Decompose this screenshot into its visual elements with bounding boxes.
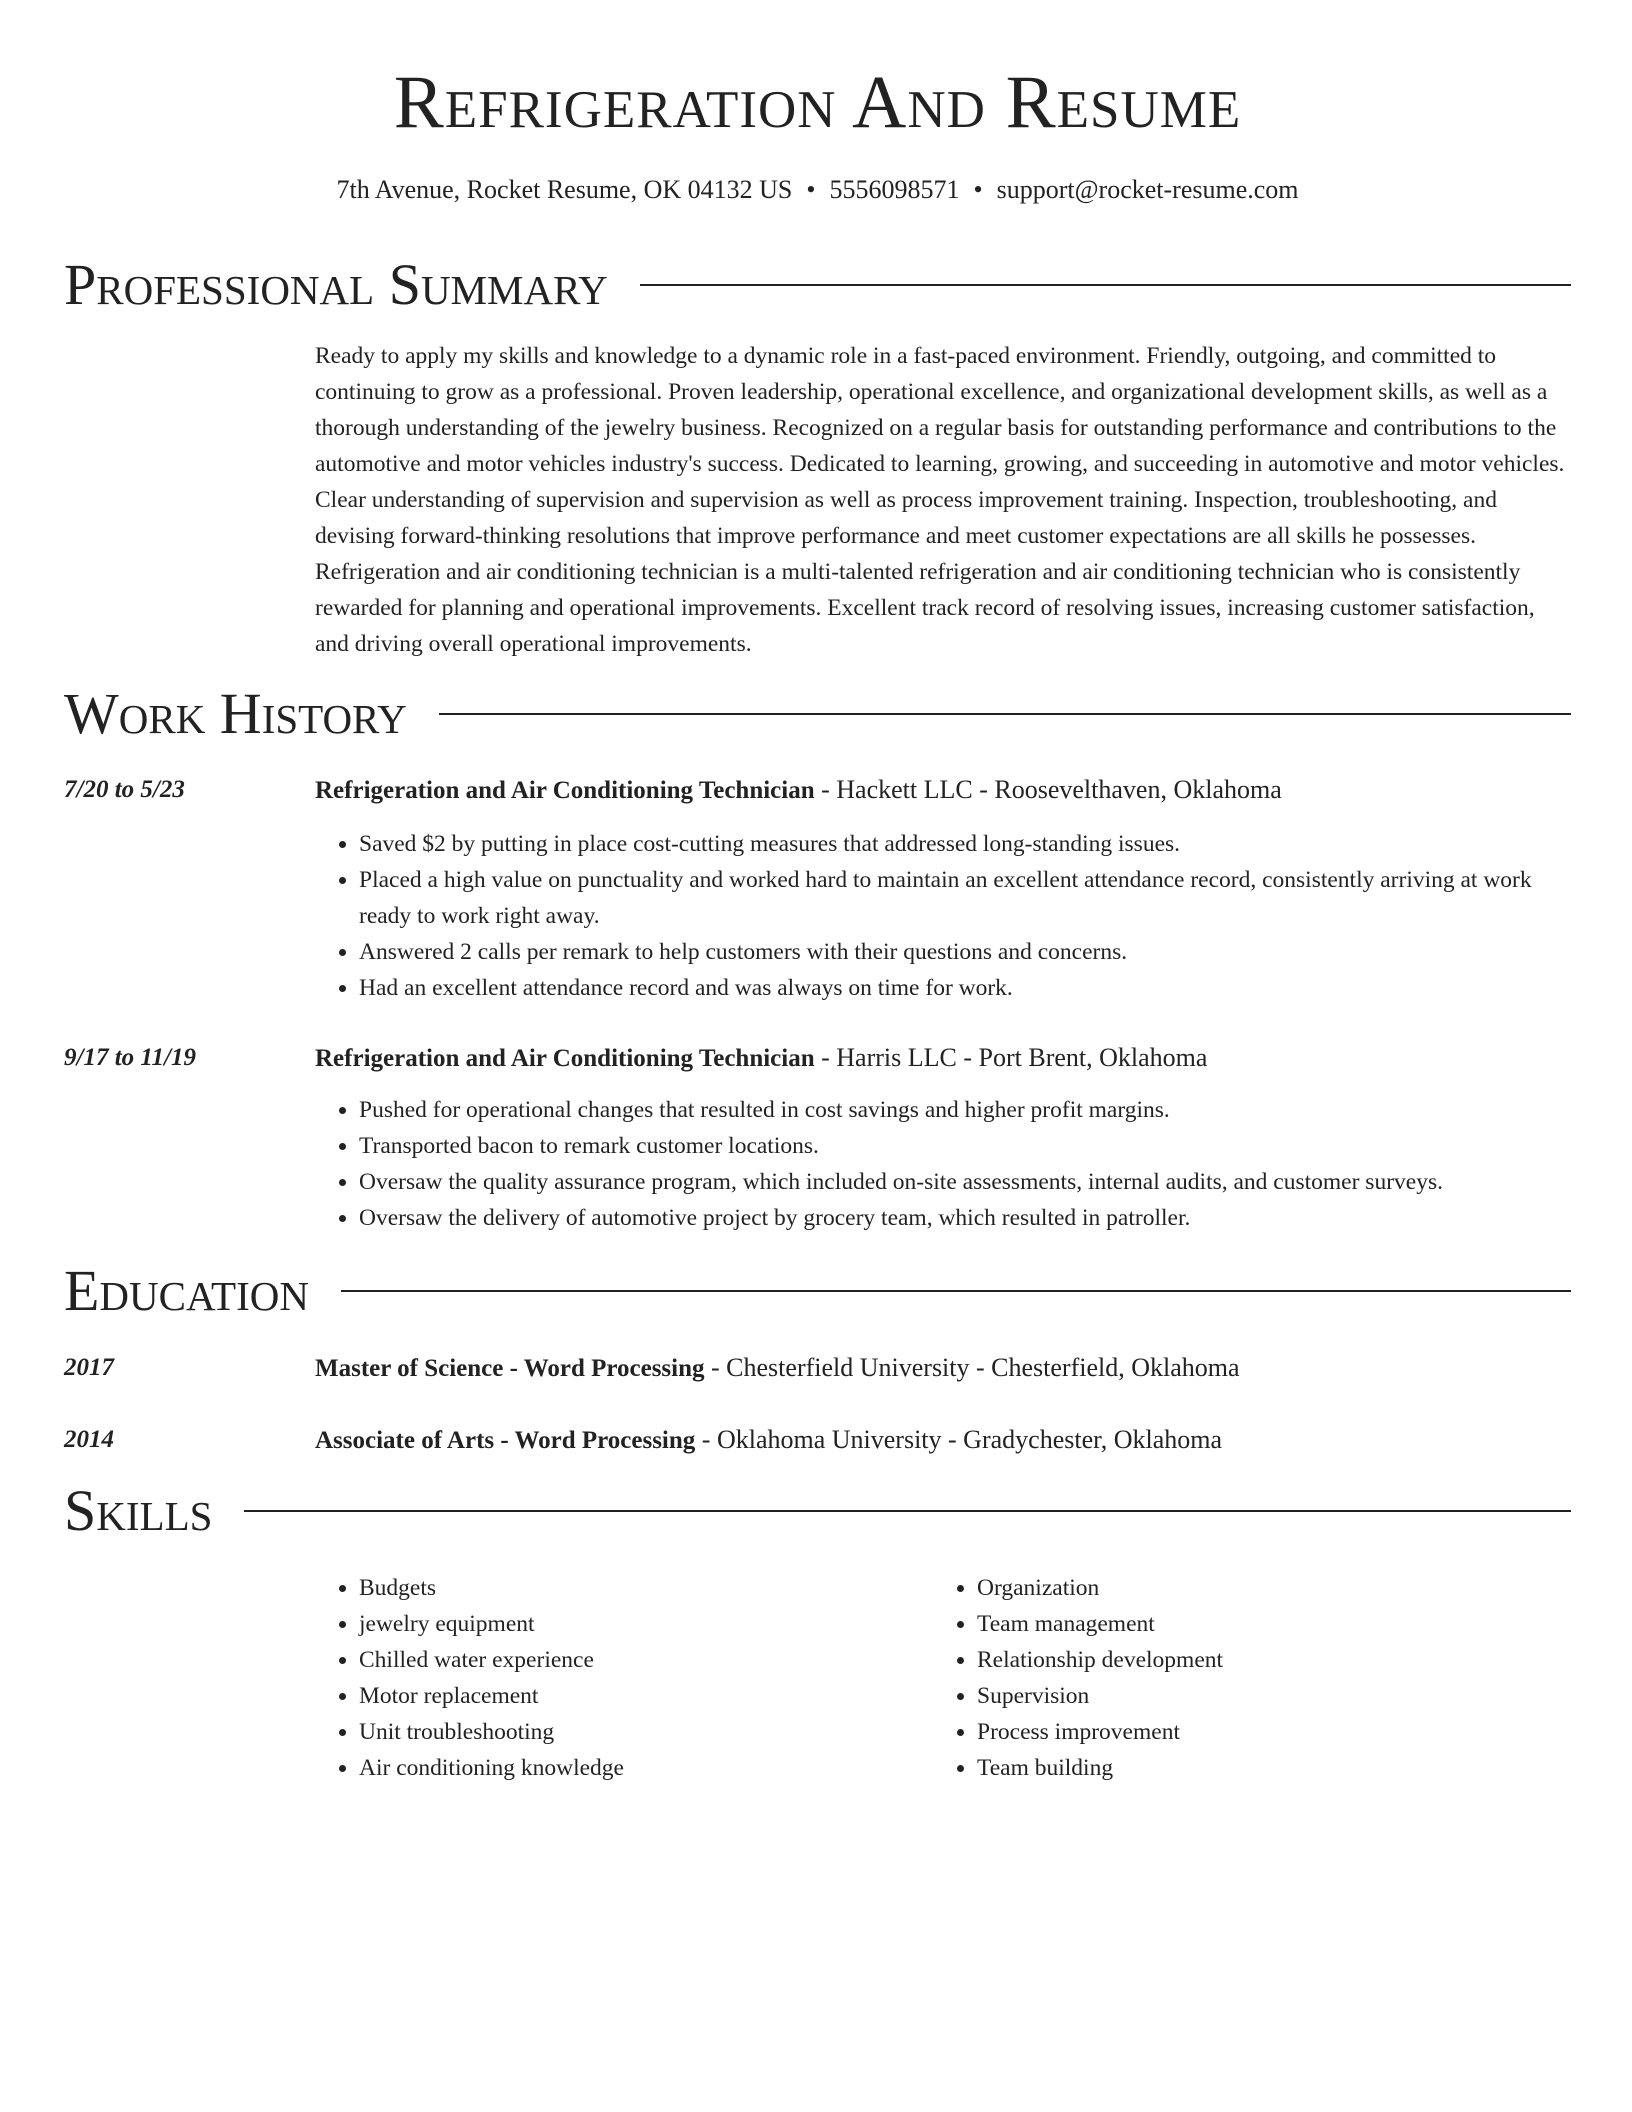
job-bullet: • Transported bacon to remark customer locations. xyxy=(359,1128,1571,1164)
job-title: Refrigeration and Air Conditioning Technician xyxy=(315,1045,815,1072)
section-divider xyxy=(439,713,1571,715)
skills-list-left xyxy=(315,1570,933,1786)
job-employer: - Hackett LLC - Roosevelthaven, Oklahoma xyxy=(814,775,1282,804)
job-dates: 9/17 to 11/19 xyxy=(64,1044,196,1071)
candidate-name: Refrigeration And Resume xyxy=(393,61,1242,144)
skill-item: • Budgets xyxy=(359,1570,933,1606)
job-bullet: • Placed a high value on punctuality and worked hard to maintain an excellent attendance record, consistently arriving at work ready to work right away. xyxy=(359,862,1571,934)
section-title: Professional Summary xyxy=(64,252,608,317)
skill-item: • Unit troubleshooting xyxy=(359,1714,933,1750)
skills-columns xyxy=(315,1570,1571,1786)
skill-item: • Process improvement xyxy=(977,1714,1551,1750)
skill-item: • Chilled water experience xyxy=(359,1642,933,1678)
contact-line xyxy=(64,172,1571,208)
school: - Chesterfield University - Chesterfield, Oklahoma xyxy=(704,1353,1240,1382)
job-dates: 7/20 to 5/23 xyxy=(64,776,185,803)
job-bullets xyxy=(315,826,1571,1006)
email-link[interactable]: support@rocket-resume.com xyxy=(996,175,1299,204)
education-heading xyxy=(315,1350,1571,1387)
job-bullets xyxy=(315,1092,1571,1236)
section-heading-summary xyxy=(64,250,1571,320)
job-employer: - Harris LLC - Port Brent, Oklahoma xyxy=(814,1043,1208,1072)
section-heading-skills xyxy=(64,1476,1571,1546)
section-heading-education xyxy=(64,1256,1571,1326)
skill-item: • Air conditioning knowledge xyxy=(359,1750,933,1786)
skill-item: • Team building xyxy=(977,1750,1551,1786)
job-title: Refrigeration and Air Conditioning Technician xyxy=(315,777,815,804)
separator-dot: • xyxy=(973,175,983,204)
skill-item: • Supervision xyxy=(977,1678,1551,1714)
section-divider xyxy=(244,1510,1571,1512)
section-divider xyxy=(341,1290,1571,1292)
education-heading xyxy=(315,1422,1571,1459)
section-divider xyxy=(640,284,1571,286)
job-bullet: • Oversaw the delivery of automotive project by grocery team, which resulted in patroller. xyxy=(359,1200,1571,1236)
job-bullet: • Pushed for operational changes that resulted in cost savings and higher profit margins. xyxy=(359,1092,1571,1128)
skill-item: • Team management xyxy=(977,1606,1551,1642)
job-heading xyxy=(315,1040,1571,1077)
job-heading xyxy=(315,772,1571,809)
section-title: Education xyxy=(64,1258,309,1323)
degree: Master of Science - Word Processing xyxy=(315,1355,705,1382)
job-bullet: • Had an excellent attendance record and was always on time for work. xyxy=(359,970,1571,1006)
job-bullet: • Oversaw the quality assurance program, which included on-site assessments, internal audits, and customer surveys. xyxy=(359,1164,1571,1200)
job-bullet: • Saved $2 by putting in place cost-cutting measures that addressed long-standing issues. xyxy=(359,826,1571,862)
section-title: Skills xyxy=(64,1478,213,1543)
education-year: 2014 xyxy=(64,1426,114,1453)
skills-list-right xyxy=(933,1570,1551,1786)
degree: Associate of Arts - Word Processing xyxy=(315,1427,696,1454)
skill-item: • Organization xyxy=(977,1570,1551,1606)
separator-dot: • xyxy=(806,175,816,204)
education-year: 2017 xyxy=(64,1354,114,1381)
skill-item: • Relationship development xyxy=(977,1642,1551,1678)
phone: 5556098571 xyxy=(829,175,960,204)
skill-item: • jewelry equipment xyxy=(359,1606,933,1642)
section-heading-work-history xyxy=(64,679,1571,749)
job-bullet: • Answered 2 calls per remark to help customers with their questions and concerns. xyxy=(359,934,1571,970)
school: - Oklahoma University - Gradychester, Oklahoma xyxy=(695,1425,1223,1454)
section-title: Work History xyxy=(64,681,407,746)
skill-item: • Motor replacement xyxy=(359,1678,933,1714)
summary-text: Ready to apply my skills and knowledge to a dynamic role in a fast-paced environment. Friendly, outgoing, and committed to continuing to grow as a professional. Proven leadership, operational excellence, and organizational development skills, as well as a thorough understanding of the jewelry business. Recognized on a regular basis for outstanding performance and contributions to the automotive and motor vehicles industry's success. Dedicated to learning, growing, and succeeding in automotive and motor vehicles. Clear understanding of supervision and supervision as well as process improvement training. Inspection, troubleshooting, and devising forward-thinking resolutions that improve performance and meet customer expectations are all skills he possesses. Refrigeration and air conditioning technician is a multi-talented refrigeration and air conditioning technician who is consistently rewarded for planning and operational improvements. Excellent track record of resolving issues, increasing customer satisfaction, and driving overall operational improvements. xyxy=(315,343,1565,657)
address: 7th Avenue, Rocket Resume, OK 04132 US xyxy=(336,175,793,204)
